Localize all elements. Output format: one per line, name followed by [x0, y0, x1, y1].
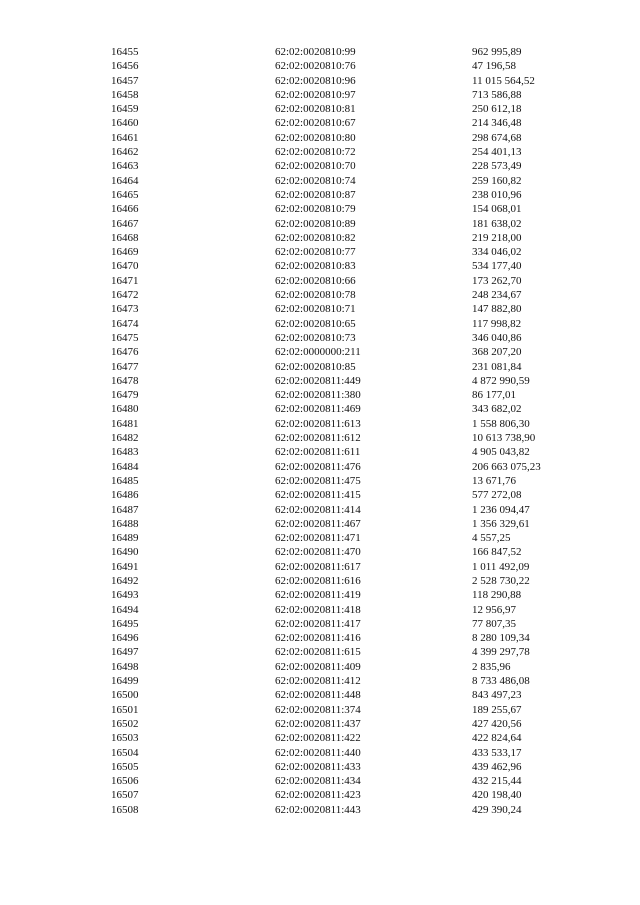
cadastral-number: 62:02:0020811:412: [275, 675, 361, 688]
row-number: 16498: [111, 660, 139, 673]
cadastral-value: 2 528 730,22: [472, 574, 530, 587]
table-row: [111, 174, 571, 188]
cadastral-number: 62:02:0020810:71: [275, 303, 356, 316]
row-number: 16484: [111, 460, 139, 473]
table-row: [111, 259, 571, 273]
row-number: 16506: [111, 775, 139, 788]
table-row: [111, 474, 571, 488]
cadastral-value: 10 613 738,90: [472, 432, 536, 445]
row-number: 16505: [111, 760, 139, 773]
table-row: [111, 288, 571, 302]
cadastral-value: 259 160,82: [472, 174, 522, 187]
cadastral-value: 429 390,24: [472, 803, 522, 816]
table-row: [111, 74, 571, 88]
row-number: 16494: [111, 603, 139, 616]
row-number: 16470: [111, 260, 139, 273]
cadastral-number: 62:02:0020810:65: [275, 317, 356, 330]
cadastral-value: 166 847,52: [472, 546, 522, 559]
cadastral-value: 86 177,01: [472, 389, 516, 402]
cadastral-number: 62:02:0020811:475: [275, 474, 361, 487]
cadastral-number: 62:02:0020810:85: [275, 360, 356, 373]
cadastral-value: 432 215,44: [472, 775, 522, 788]
row-number: 16460: [111, 117, 139, 130]
cadastral-value: 250 612,18: [472, 103, 522, 116]
table-row: [111, 703, 571, 717]
row-number: 16485: [111, 474, 139, 487]
table-row: [111, 245, 571, 259]
cadastral-value: 189 255,67: [472, 703, 522, 716]
cadastral-number: 62:02:0020810:97: [275, 88, 356, 101]
cadastral-value: 843 497,23: [472, 689, 522, 702]
cadastral-number: 62:02:0020810:83: [275, 260, 356, 273]
table-body: [111, 45, 571, 817]
table-row: [111, 588, 571, 602]
cadastral-number: 62:02:0020811:433: [275, 760, 361, 773]
table-row: [111, 388, 571, 402]
cadastral-number: 62:02:0020811:448: [275, 689, 361, 702]
cadastral-number: 62:02:0020810:67: [275, 117, 356, 130]
row-number: 16469: [111, 246, 139, 259]
cadastral-number: 62:02:0020810:96: [275, 74, 356, 87]
cadastral-value: 147 882,80: [472, 303, 522, 316]
row-number: 16503: [111, 732, 139, 745]
row-number: 16468: [111, 231, 139, 244]
table-row: [111, 631, 571, 645]
cadastral-value: 343 682,02: [472, 403, 522, 416]
cadastral-number: 62:02:0020811:476: [275, 460, 361, 473]
row-number: 16473: [111, 303, 139, 316]
row-number: 16493: [111, 589, 139, 602]
table-row: [111, 460, 571, 474]
row-number: 16492: [111, 574, 139, 587]
cadastral-number: 62:02:0020811:416: [275, 632, 361, 645]
row-number: 16456: [111, 60, 139, 73]
cadastral-number: 62:02:0020810:99: [275, 46, 356, 58]
cadastral-number: 62:02:0020811:470: [275, 546, 361, 559]
table-row: [111, 345, 571, 359]
cadastral-number: 62:02:0020811:380: [275, 389, 361, 402]
table-row: [111, 431, 571, 445]
table-row: [111, 188, 571, 202]
cadastral-value: 298 674,68: [472, 131, 522, 144]
cadastral-value: 1 558 806,30: [472, 417, 530, 430]
cadastral-value: 117 998,82: [472, 317, 522, 330]
row-number: 16472: [111, 289, 139, 302]
row-number: 16458: [111, 88, 139, 101]
table-row: [111, 317, 571, 331]
row-number: 16491: [111, 560, 139, 573]
row-number: 16477: [111, 360, 139, 373]
cadastral-value: 346 040,86: [472, 331, 522, 344]
cadastral-number: 62:02:0020810:81: [275, 103, 356, 116]
table-row: [111, 645, 571, 659]
cadastral-number: 62:02:0020810:79: [275, 203, 356, 216]
cadastral-value: 427 420,56: [472, 717, 522, 730]
cadastral-value: 2 835,96: [472, 660, 511, 673]
cadastral-number: 62:02:0020811:449: [275, 374, 361, 387]
table-row: [111, 102, 571, 116]
row-number: 16495: [111, 617, 139, 630]
cadastral-number: 62:02:0020810:66: [275, 274, 356, 287]
table-row: [111, 488, 571, 502]
table-row: [111, 603, 571, 617]
row-number: 16488: [111, 517, 139, 530]
cadastral-value: 713 586,88: [472, 88, 522, 101]
cadastral-value: 118 290,88: [472, 589, 522, 602]
row-number: 16476: [111, 346, 139, 359]
cadastral-number: 62:02:0020811:443: [275, 803, 361, 816]
row-number: 16507: [111, 789, 139, 802]
cadastral-value-table: [111, 45, 571, 817]
cadastral-number: 62:02:0020811:434: [275, 775, 361, 788]
cadastral-number: 62:02:0020811:422: [275, 732, 361, 745]
table-row: [111, 202, 571, 216]
cadastral-value: 8 280 109,34: [472, 632, 530, 645]
table-row: [111, 116, 571, 130]
cadastral-value: 219 218,00: [472, 231, 522, 244]
row-number: 16461: [111, 131, 139, 144]
table-row: [111, 731, 571, 745]
cadastral-value: 439 462,96: [472, 760, 522, 773]
table-row: [111, 402, 571, 416]
cadastral-value: 13 671,76: [472, 474, 516, 487]
cadastral-number: 62:02:0020811:415: [275, 489, 361, 502]
row-number: 16475: [111, 331, 139, 344]
table-row: [111, 331, 571, 345]
row-number: 16474: [111, 317, 139, 330]
cadastral-number: 62:02:0020811:423: [275, 789, 361, 802]
cadastral-value: 4 557,25: [472, 532, 511, 545]
cadastral-number: 62:02:0020811:612: [275, 432, 361, 445]
table-row: [111, 531, 571, 545]
table-row: [111, 131, 571, 145]
table-row: [111, 617, 571, 631]
table-row: [111, 360, 571, 374]
cadastral-number: 62:02:0020810:73: [275, 331, 356, 344]
table-row: [111, 445, 571, 459]
cadastral-number: 62:02:0020810:87: [275, 188, 356, 201]
cadastral-value: 368 207,20: [472, 346, 522, 359]
cadastral-value: 1 011 492,09: [472, 560, 530, 573]
cadastral-value: 11 015 564,52: [472, 74, 535, 87]
row-number: 16501: [111, 703, 139, 716]
cadastral-value: 962 995,89: [472, 46, 522, 58]
cadastral-number: 62:02:0020811:417: [275, 617, 361, 630]
cadastral-value: 4 872 990,59: [472, 374, 530, 387]
row-number: 16490: [111, 546, 139, 559]
cadastral-value: 254 401,13: [472, 146, 522, 159]
table-row: [111, 517, 571, 531]
cadastral-value: 214 346,48: [472, 117, 522, 130]
cadastral-number: 62:02:0020811:437: [275, 717, 361, 730]
cadastral-number: 62:02:0020810:70: [275, 160, 356, 173]
cadastral-number: 62:02:0020811:409: [275, 660, 361, 673]
cadastral-number: 62:02:0020810:76: [275, 60, 356, 73]
table-row: [111, 302, 571, 316]
cadastral-number: 62:02:0020811:419: [275, 589, 361, 602]
row-number: 16467: [111, 217, 139, 230]
cadastral-value: 534 177,40: [472, 260, 522, 273]
cadastral-value: 248 234,67: [472, 289, 522, 302]
cadastral-value: 173 262,70: [472, 274, 522, 287]
cadastral-value: 334 046,02: [472, 246, 522, 259]
table-row: [111, 217, 571, 231]
cadastral-number: 62:02:0020810:80: [275, 131, 356, 144]
cadastral-value: 238 010,96: [472, 188, 522, 201]
cadastral-number: 62:02:0020811:414: [275, 503, 361, 516]
cadastral-value: 4 905 043,82: [472, 446, 530, 459]
cadastral-value: 1 356 329,61: [472, 517, 530, 530]
cadastral-number: 62:02:0020811:440: [275, 746, 361, 759]
table-row: [111, 788, 571, 802]
table-row: [111, 417, 571, 431]
table-row: [111, 746, 571, 760]
cadastral-value: 77 807,35: [472, 617, 516, 630]
table-row: [111, 760, 571, 774]
row-number: 16479: [111, 389, 139, 402]
table-row: [111, 774, 571, 788]
cadastral-value: 231 081,84: [472, 360, 522, 373]
cadastral-number: 62:02:0020810:74: [275, 174, 356, 187]
table-row: [111, 374, 571, 388]
cadastral-value: 422 824,64: [472, 732, 522, 745]
table-row: [111, 688, 571, 702]
row-number: 16480: [111, 403, 139, 416]
cadastral-value: 47 196,58: [472, 60, 516, 73]
row-number: 16478: [111, 374, 139, 387]
row-number: 16455: [111, 46, 139, 58]
cadastral-number: 62:02:0020811:615: [275, 646, 361, 659]
cadastral-value: 577 272,08: [472, 489, 522, 502]
cadastral-number: 62:02:0020810:72: [275, 146, 356, 159]
table-row: [111, 145, 571, 159]
cadastral-number: 62:02:0020811:616: [275, 574, 361, 587]
table-row: [111, 545, 571, 559]
cadastral-value: 1 236 094,47: [472, 503, 530, 516]
cadastral-value: 433 533,17: [472, 746, 522, 759]
cadastral-number: 62:02:0020811:611: [275, 446, 361, 459]
cadastral-value: 228 573,49: [472, 160, 522, 173]
row-number: 16499: [111, 675, 139, 688]
row-number: 16489: [111, 532, 139, 545]
cadastral-number: 62:02:0020811:617: [275, 560, 361, 573]
table-row: [111, 674, 571, 688]
table-row: [111, 59, 571, 73]
table-row: [111, 574, 571, 588]
row-number: 16502: [111, 717, 139, 730]
row-number: 16482: [111, 432, 139, 445]
row-number: 16487: [111, 503, 139, 516]
row-number: 16486: [111, 489, 139, 502]
row-number: 16462: [111, 146, 139, 159]
row-number: 16459: [111, 103, 139, 116]
row-number: 16497: [111, 646, 139, 659]
table-row: [111, 660, 571, 674]
row-number: 16500: [111, 689, 139, 702]
row-number: 16466: [111, 203, 139, 216]
cadastral-value: 420 198,40: [472, 789, 522, 802]
cadastral-number: 62:02:0020810:77: [275, 246, 356, 259]
table-row: [111, 159, 571, 173]
table-row: [111, 231, 571, 245]
cadastral-number: 62:02:0020811:471: [275, 532, 361, 545]
table-row: [111, 274, 571, 288]
cadastral-number: 62:02:0020810:78: [275, 289, 356, 302]
cadastral-value: 8 733 486,08: [472, 675, 530, 688]
row-number: 16504: [111, 746, 139, 759]
row-number: 16471: [111, 274, 139, 287]
cadastral-number: 62:02:0020811:374: [275, 703, 361, 716]
table-row: [111, 45, 571, 59]
row-number: 16508: [111, 803, 139, 816]
row-number: 16464: [111, 174, 139, 187]
cadastral-number: 62:02:0020811:418: [275, 603, 361, 616]
cadastral-value: 206 663 075,23: [472, 460, 541, 473]
cadastral-value: 154 068,01: [472, 203, 522, 216]
cadastral-number: 62:02:0020811:469: [275, 403, 361, 416]
cadastral-value: 12 956,97: [472, 603, 516, 616]
row-number: 16481: [111, 417, 139, 430]
table-row: [111, 560, 571, 574]
cadastral-number: 62:02:0020811:613: [275, 417, 361, 430]
cadastral-number: 62:02:0020811:467: [275, 517, 361, 530]
cadastral-number: 62:02:0020810:89: [275, 217, 356, 230]
cadastral-value: 181 638,02: [472, 217, 522, 230]
cadastral-number: 62:02:0020810:82: [275, 231, 356, 244]
row-number: 16457: [111, 74, 139, 87]
table-row: [111, 717, 571, 731]
row-number: 16463: [111, 160, 139, 173]
cadastral-value: 4 399 297,78: [472, 646, 530, 659]
row-number: 16496: [111, 632, 139, 645]
table-row: [111, 503, 571, 517]
row-number: 16483: [111, 446, 139, 459]
table-row: [111, 88, 571, 102]
table-row: [111, 803, 571, 817]
cadastral-number: 62:02:0000000:211: [275, 346, 361, 359]
row-number: 16465: [111, 188, 139, 201]
